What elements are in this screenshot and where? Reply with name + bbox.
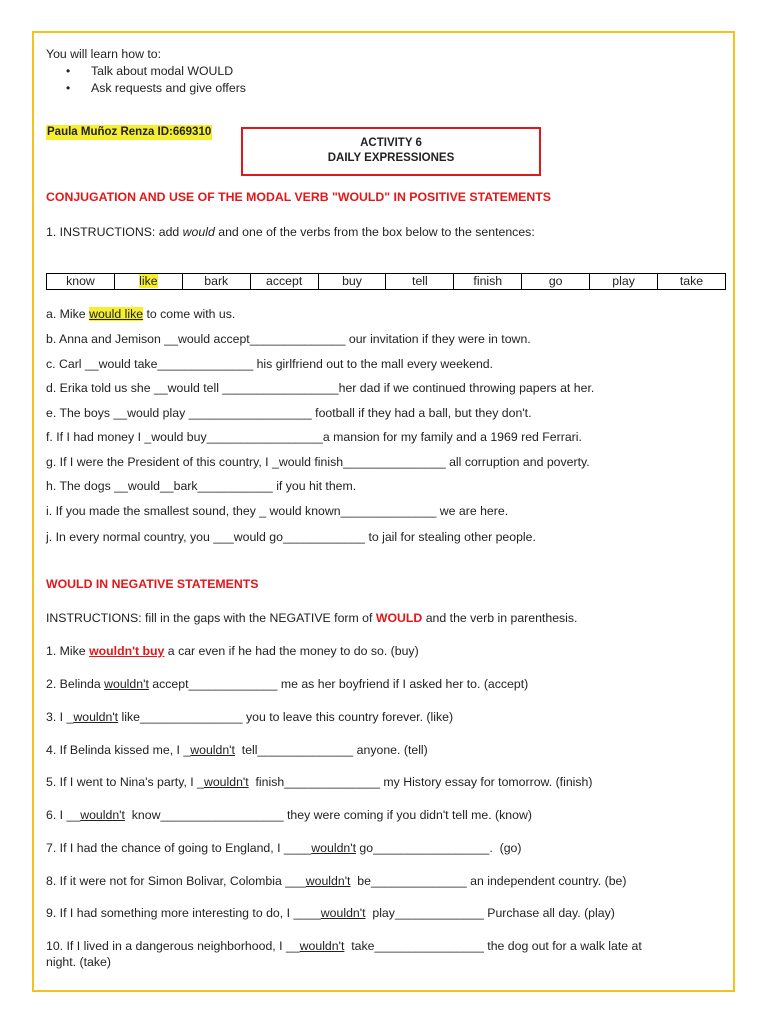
intro-bullet: Talk about modal WOULD <box>91 64 234 78</box>
item-answer: wouldn't buy <box>89 644 165 658</box>
item-text: accept_____________ me as her boyfriend if I asked her to. (accept) <box>148 677 529 691</box>
verb-cell <box>47 274 115 290</box>
section-heading: WOULD IN NEGATIVE STATEMENTS <box>46 577 259 591</box>
instructions-emphasis: WOULD <box>375 611 423 625</box>
sentence: h. The dogs __would__bark___________ if you hit them. <box>46 479 357 493</box>
activity-box <box>241 127 541 176</box>
negative-item <box>46 939 642 954</box>
section-heading: CONJUGATION AND USE OF THE MODAL VERB "WOULD" IN POSITIVE STATEMENTS <box>46 190 551 204</box>
verb: play <box>612 274 635 288</box>
instructions-text: INSTRUCTIONS: fill in the gaps with the NEGATIVE form of <box>46 611 376 625</box>
verb-cell <box>590 274 658 290</box>
negative-item <box>46 710 453 725</box>
bullet-icon: • <box>66 64 71 78</box>
verb-cell <box>386 274 454 290</box>
negative-item <box>46 841 522 856</box>
sentence: b. Anna and Jemison __would accept______________ our invitation if they were in town. <box>46 332 531 346</box>
activity-title: ACTIVITY 6 <box>360 137 422 149</box>
item-text: 2. Belinda <box>46 677 105 691</box>
negative-item <box>46 874 626 889</box>
sentence: g. If I were the President of this country, I _would finish_______________ all corruption and poverty. <box>46 455 590 469</box>
negative-item <box>46 743 428 758</box>
item-text: 5. If I went to Nina's party, I _ <box>46 775 204 789</box>
verb-row <box>47 274 726 290</box>
item-answer: wouldn't <box>190 743 235 757</box>
item-answer: wouldn't <box>305 874 351 888</box>
author-name: Paula Muñoz Renza ID:669310 <box>47 126 212 138</box>
sentence: d. Erika told us she __would tell _________________her dad if we continued throwing papers at her. <box>46 381 595 395</box>
item-text: 1. Mike <box>46 644 90 658</box>
item-text: take________________ the dog out for a walk late at <box>344 939 642 953</box>
instructions-text: 1. INSTRUCTIONS: add <box>46 225 183 239</box>
negative-item-continuation: night. (take) <box>46 955 111 969</box>
item-answer: wouldn't <box>320 906 366 920</box>
verb: take <box>679 274 704 288</box>
item-answer: wouldn't <box>80 808 125 822</box>
verb: know <box>66 274 95 288</box>
item-text: 8. If it were not for Simon Bolivar, Colombia ___ <box>46 874 306 888</box>
negative-item <box>46 644 419 659</box>
item-text: be______________ an independent country. (be) <box>350 874 627 888</box>
verb: buy <box>342 274 362 288</box>
item-text: know__________________ they were coming if you didn't tell me. (know) <box>124 808 532 822</box>
item-text: like_______________ you to leave this country forever. (like) <box>118 710 454 724</box>
verb: tell <box>412 274 428 288</box>
verb: bark <box>204 274 229 288</box>
item-answer: wouldn't <box>299 939 345 953</box>
item-text: 3. I _ <box>46 710 74 724</box>
negative-item <box>46 906 615 921</box>
verb-cell <box>114 274 182 290</box>
item-text: finish______________ my History essay for tomorrow. (finish) <box>248 775 593 789</box>
negative-item <box>46 808 532 823</box>
instructions-emphasis: would <box>182 225 215 239</box>
item-answer: wouldn't <box>104 677 149 691</box>
item-text: a car even if he had the money to do so. (buy) <box>164 644 419 658</box>
sentence-text: to come with us. <box>143 307 236 321</box>
verb-cell <box>250 274 318 290</box>
bullet-icon: • <box>66 81 71 95</box>
verb-box <box>46 273 726 290</box>
item-text: 7. If I had the chance of going to England, I ____ <box>46 841 312 855</box>
verb-highlighted: like <box>139 274 158 288</box>
sentence: e. The boys __would play __________________ football if they had a ball, but they don't. <box>46 406 532 420</box>
verb: go <box>548 274 563 288</box>
sentence-text: a. Mike <box>46 307 90 321</box>
verb: finish <box>473 274 503 288</box>
item-text: play_____________ Purchase all day. (play) <box>365 906 615 920</box>
instructions <box>46 225 535 240</box>
example-answer: would like <box>89 307 144 321</box>
negative-item <box>46 677 528 692</box>
item-answer: wouldn't <box>311 841 357 855</box>
instructions <box>46 611 577 626</box>
sentence: f. If I had money I _would buy_________________a mansion for my family and a 1969 red Ferrari. <box>46 430 582 444</box>
verb-cell <box>522 274 590 290</box>
negative-item <box>46 775 592 790</box>
verb-cell <box>182 274 250 290</box>
sentence: i. If you made the smallest sound, they _ would known______________ we are here. <box>46 504 509 518</box>
verb-cell <box>658 274 726 290</box>
item-text: 6. I __ <box>46 808 81 822</box>
item-text: 10. If I lived in a dangerous neighborhood, I __ <box>46 939 300 953</box>
item-text: tell______________ anyone. (tell) <box>234 743 428 757</box>
intro-lead: You will learn how to: <box>46 47 162 61</box>
intro-bullet: Ask requests and give offers <box>91 81 246 95</box>
instructions-text: and the verb in parenthesis. <box>422 611 578 625</box>
verb-cell <box>454 274 522 290</box>
verb: accept <box>266 274 303 288</box>
verb-cell <box>318 274 386 290</box>
sentence: c. Carl __would take______________ his girlfriend out to the mall every weekend. <box>46 357 494 371</box>
item-text: 9. If I had something more interesting to do, I ____ <box>46 906 321 920</box>
item-text: go_________________. (go) <box>356 841 522 855</box>
item-answer: wouldn't <box>203 775 249 789</box>
activity-subtitle: DAILY EXPRESSIONES <box>327 152 455 164</box>
sentence: j. In every normal country, you ___would go____________ to jail for stealing other people. <box>46 530 536 544</box>
instructions-text: and one of the verbs from the box below to the sentences: <box>214 225 535 239</box>
item-answer: wouldn't <box>73 710 119 724</box>
example-sentence <box>46 307 235 322</box>
item-text: 4. If Belinda kissed me, I _ <box>46 743 191 757</box>
